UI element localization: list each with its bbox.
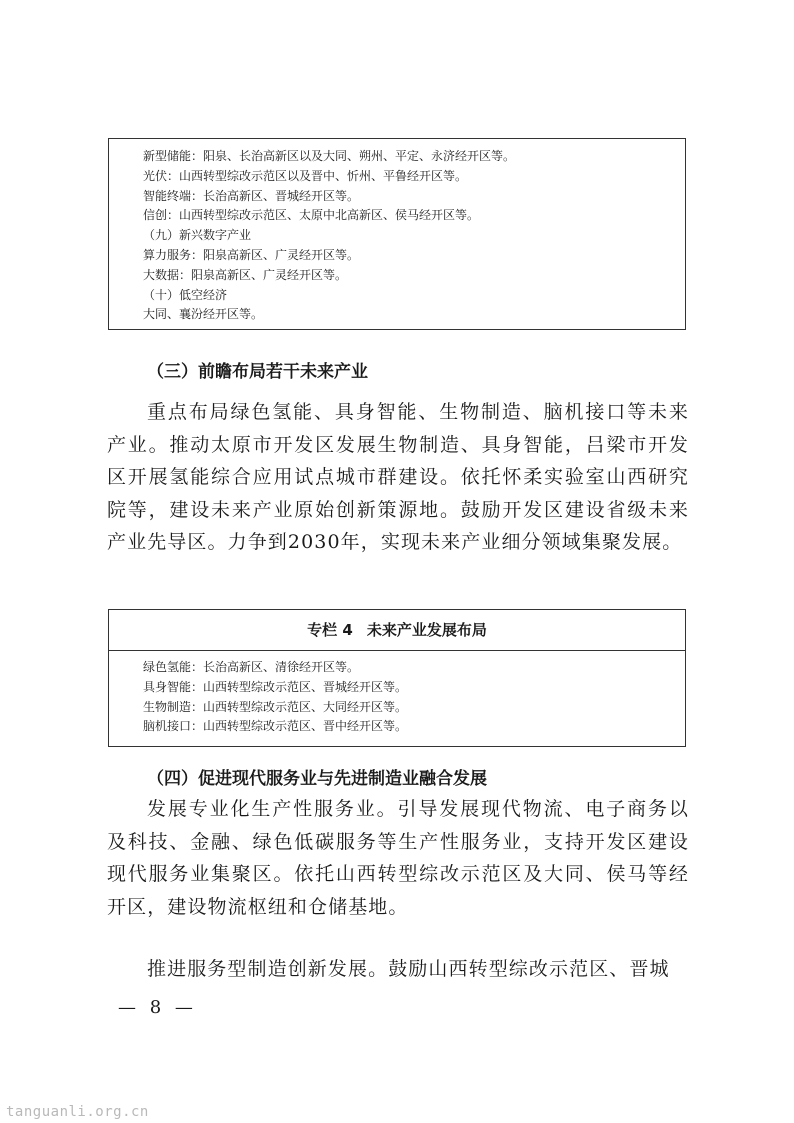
body-paragraph: 重点布局绿色氢能、具身智能、生物制造、脑机接口等未来产业。推动太原市开发区发展生物制造、具身智能，吕梁市开发区开展氢能综合应用试点城市群建设。依托怀柔实验室山西研究院等，建设未来产业原始创新策源地。鼓励开发区建设省级未来产业先导区。力争到2030年，实现未来产业细分领域集聚发展。	[107, 401, 689, 553]
box-line: 生物制造：山西转型综改示范区、大同经开区等。	[143, 699, 408, 714]
box-subheading: （十）低空经济	[143, 287, 228, 302]
box-line: 脑机接口：山西转型综改示范区、晋中经开区等。	[143, 719, 408, 734]
box-line: 算力服务：阳泉高新区、广灵经开区等。	[143, 247, 360, 262]
box-title-text: 未来产业发展布局	[366, 621, 487, 639]
watermark: tanguanli.org.cn	[6, 1104, 149, 1120]
body-paragraph: 发展专业化生产性服务业。引导发展现代物流、电子商务以及科技、金融、绿色低碳服务等生产性服务业，支持开发区建设现代服务业集聚区。依托山西转型综改示范区及大同、侯马等经开区，建设物流枢纽和仓储基地。	[107, 798, 689, 918]
box-line: 光伏：山西转型综改示范区以及晋中、忻州、平鲁经开区等。	[143, 168, 468, 183]
box-line: 智能终端：长治高新区、晋城经开区等。	[143, 188, 360, 203]
box-title	[109, 610, 685, 651]
box-line: 大同、襄汾经开区等。	[143, 307, 264, 322]
industry-layout-box	[108, 138, 686, 330]
future-industry-box	[108, 609, 686, 747]
section-heading: （三）前瞻布局若干未来产业	[147, 362, 368, 382]
section-heading: （四）促进现代服务业与先进制造业融合发展	[147, 769, 487, 789]
box-title-prefix: 专栏 4	[307, 621, 353, 639]
box-line: 新型储能：阳泉、长治高新区以及大同、朔州、平定、永济经开区等。	[143, 149, 516, 163]
body-paragraph: 推进服务型制造创新发展。鼓励山西转型综改示范区、晋城	[147, 958, 670, 980]
box-line: 信创：山西转型综改示范区、太原中北高新区、侯马经开区等。	[143, 208, 480, 223]
box-line: 绿色氢能：长治高新区、清徐经开区等。	[143, 660, 360, 674]
box-line: 具身智能：山西转型综改示范区、晋城经开区等。	[143, 679, 408, 694]
box-line: 大数据：阳泉高新区、广灵经开区等。	[143, 267, 348, 282]
page-number: — 8 —	[118, 997, 197, 1018]
box-subheading: （九）新兴数字产业	[143, 228, 252, 243]
